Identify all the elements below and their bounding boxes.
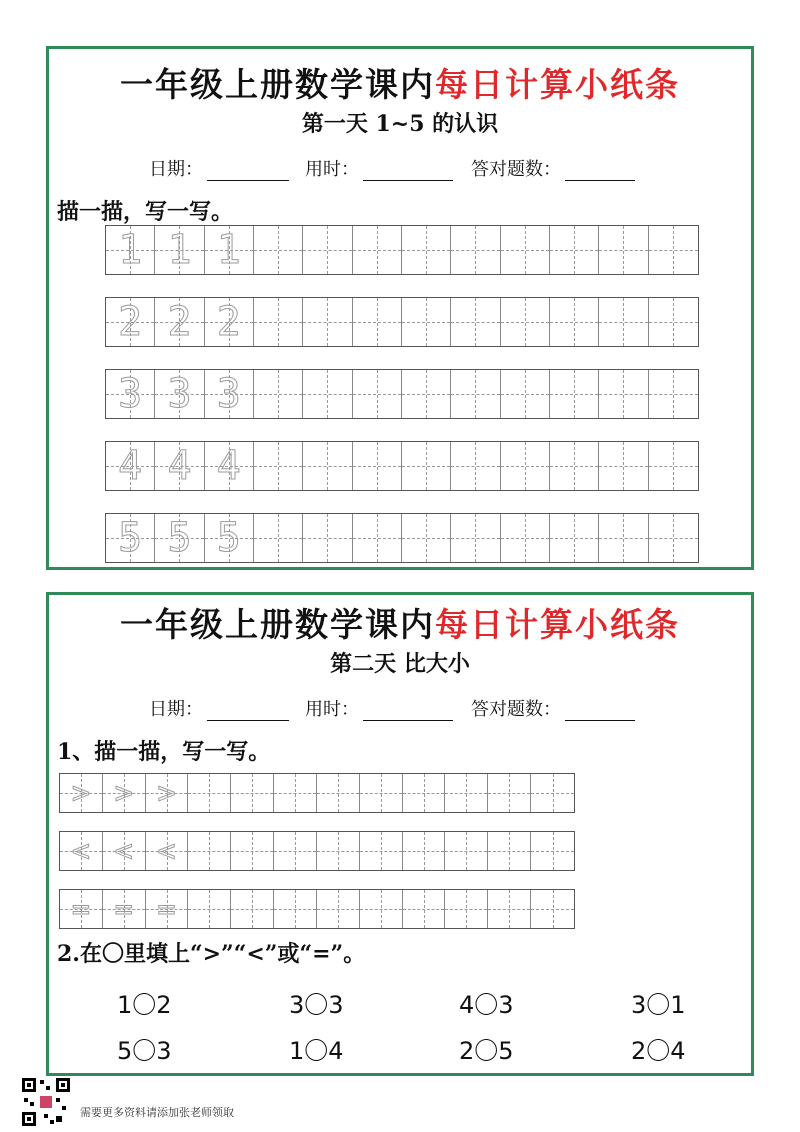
trace-glyph: > xyxy=(114,775,133,811)
trace-cell xyxy=(106,226,155,274)
trace-glyph: 1 xyxy=(118,227,143,273)
writing-cell[interactable] xyxy=(501,370,550,418)
writing-cell[interactable] xyxy=(649,370,698,418)
writing-cell[interactable] xyxy=(550,370,599,418)
comparison-item[interactable]: 3〇1 xyxy=(631,991,686,1019)
tracing-row xyxy=(105,297,699,347)
trace-glyph: 5 xyxy=(216,515,241,561)
trace-glyph: > xyxy=(157,775,176,811)
correct-count-blank[interactable] xyxy=(565,160,635,181)
writing-cell[interactable] xyxy=(274,832,317,870)
tracing-row xyxy=(105,369,699,419)
trace-cell xyxy=(205,298,254,346)
writing-cell[interactable] xyxy=(599,514,648,562)
comparison-item[interactable]: 2〇5 xyxy=(459,1037,514,1065)
correct-count-field[interactable] xyxy=(471,155,635,181)
writing-cell[interactable] xyxy=(360,832,403,870)
trace-cell xyxy=(103,832,146,870)
writing-cell[interactable] xyxy=(531,774,574,812)
writing-cell[interactable] xyxy=(402,298,451,346)
trace-glyph: 5 xyxy=(167,515,192,561)
comparison-item[interactable]: 4〇3 xyxy=(459,991,514,1019)
comparison-item[interactable]: 1〇2 xyxy=(117,991,172,1019)
writing-cell[interactable] xyxy=(402,370,451,418)
writing-cell[interactable] xyxy=(403,890,446,928)
date-blank[interactable] xyxy=(207,700,289,721)
writing-cell[interactable] xyxy=(501,442,550,490)
writing-cell[interactable] xyxy=(231,832,274,870)
comparison-item[interactable]: 3〇3 xyxy=(289,991,344,1019)
title-red-part: 每日计算小纸条 xyxy=(435,605,680,644)
writing-cell[interactable] xyxy=(402,226,451,274)
writing-cell[interactable] xyxy=(451,226,500,274)
writing-cell[interactable] xyxy=(451,298,500,346)
trace-cell xyxy=(205,226,254,274)
writing-cell[interactable] xyxy=(303,442,352,490)
writing-cell[interactable] xyxy=(254,514,303,562)
writing-cell[interactable] xyxy=(303,298,352,346)
trace-cell xyxy=(155,370,204,418)
trace-cell xyxy=(155,442,204,490)
trace-cell xyxy=(205,442,254,490)
task1-instruction: 1、描一描，写一写。 xyxy=(57,739,271,765)
tracing-row xyxy=(105,441,699,491)
trace-glyph: 3 xyxy=(216,371,241,417)
trace-glyph: 1 xyxy=(167,227,192,273)
writing-cell[interactable] xyxy=(231,774,274,812)
trace-cell xyxy=(103,890,146,928)
trace-glyph: = xyxy=(71,891,90,927)
date-label: 日期： xyxy=(149,699,203,720)
writing-cell[interactable] xyxy=(303,514,352,562)
date-label: 日期： xyxy=(149,159,203,180)
writing-cell[interactable] xyxy=(360,890,403,928)
writing-cell[interactable] xyxy=(353,370,402,418)
trace-cell xyxy=(106,442,155,490)
task-instruction: 描一描，写一写。 xyxy=(57,199,234,225)
qr-code-icon xyxy=(20,1076,72,1128)
writing-cell[interactable] xyxy=(254,226,303,274)
trace-cell xyxy=(146,774,189,812)
writing-cell[interactable] xyxy=(353,514,402,562)
trace-cell xyxy=(60,774,103,812)
time-field[interactable] xyxy=(305,155,453,181)
writing-cell[interactable] xyxy=(550,298,599,346)
title-black-part: 一年级上册数学课内 xyxy=(120,605,435,644)
writing-cell[interactable] xyxy=(531,832,574,870)
writing-cell[interactable] xyxy=(550,514,599,562)
writing-cell[interactable] xyxy=(550,442,599,490)
trace-cell xyxy=(155,298,204,346)
writing-cell[interactable] xyxy=(488,832,531,870)
writing-cell[interactable] xyxy=(599,298,648,346)
comparison-item[interactable]: 1〇4 xyxy=(289,1037,344,1065)
writing-cell[interactable] xyxy=(501,514,550,562)
trace-glyph: < xyxy=(71,833,90,869)
trace-cell xyxy=(205,514,254,562)
writing-cell[interactable] xyxy=(649,514,698,562)
trace-cell xyxy=(155,226,204,274)
trace-glyph: 2 xyxy=(216,299,241,345)
writing-cell[interactable] xyxy=(451,514,500,562)
info-row xyxy=(149,155,711,185)
trace-cell xyxy=(106,514,155,562)
comparison-item[interactable]: 2〇4 xyxy=(631,1037,686,1065)
trace-glyph: 5 xyxy=(118,515,143,561)
writing-cell[interactable] xyxy=(274,774,317,812)
writing-cell[interactable] xyxy=(445,774,488,812)
writing-cell[interactable] xyxy=(254,370,303,418)
worksheet-subtitle: 第一天 1~5 的认识 xyxy=(301,111,499,137)
tracing-row xyxy=(59,889,575,929)
comparison-item[interactable]: 5〇3 xyxy=(117,1037,172,1065)
tracing-row xyxy=(105,225,699,275)
writing-cell[interactable] xyxy=(403,774,446,812)
trace-cell xyxy=(60,890,103,928)
writing-cell[interactable] xyxy=(488,890,531,928)
tracing-row xyxy=(59,773,575,813)
trace-glyph: 1 xyxy=(216,227,241,273)
trace-glyph: > xyxy=(71,775,90,811)
trace-cell xyxy=(155,514,204,562)
tracing-row xyxy=(105,513,699,563)
writing-cell[interactable] xyxy=(188,832,231,870)
worksheet-day2 xyxy=(46,592,754,1076)
trace-glyph: 4 xyxy=(216,443,241,489)
trace-cell xyxy=(103,774,146,812)
trace-cell xyxy=(106,298,155,346)
date-field[interactable] xyxy=(149,695,289,721)
writing-cell[interactable] xyxy=(402,442,451,490)
writing-cell[interactable] xyxy=(188,774,231,812)
time-blank[interactable] xyxy=(363,700,453,721)
writing-cell[interactable] xyxy=(403,832,446,870)
time-field[interactable] xyxy=(305,695,453,721)
writing-cell[interactable] xyxy=(317,832,360,870)
writing-cell[interactable] xyxy=(353,226,402,274)
writing-cell[interactable] xyxy=(254,442,303,490)
writing-cell[interactable] xyxy=(317,774,360,812)
trace-glyph: 3 xyxy=(167,371,192,417)
correct-count-field[interactable] xyxy=(471,695,635,721)
tracing-row xyxy=(59,831,575,871)
writing-cell[interactable] xyxy=(599,370,648,418)
trace-cell xyxy=(205,370,254,418)
writing-cell[interactable] xyxy=(254,298,303,346)
time-blank[interactable] xyxy=(363,160,453,181)
time-label: 用时： xyxy=(305,699,359,720)
trace-glyph: = xyxy=(114,891,133,927)
worksheet-day1 xyxy=(46,46,754,570)
task2-instruction: 2.在〇里填上“>”“<”或“=”。 xyxy=(57,941,366,967)
trace-glyph: 4 xyxy=(167,443,192,489)
writing-cell[interactable] xyxy=(649,298,698,346)
writing-cell[interactable] xyxy=(531,890,574,928)
writing-cell[interactable] xyxy=(445,832,488,870)
writing-cell[interactable] xyxy=(445,890,488,928)
writing-cell[interactable] xyxy=(303,370,352,418)
trace-glyph: 2 xyxy=(118,299,143,345)
worksheet-title xyxy=(49,599,751,646)
writing-cell[interactable] xyxy=(317,890,360,928)
writing-cell[interactable] xyxy=(488,774,531,812)
worksheet-title xyxy=(49,59,751,106)
correct-count-label: 答对题数： xyxy=(471,699,561,720)
writing-cell[interactable] xyxy=(402,514,451,562)
date-field[interactable] xyxy=(149,155,289,181)
writing-cell[interactable] xyxy=(649,226,698,274)
writing-cell[interactable] xyxy=(231,890,274,928)
writing-cell[interactable] xyxy=(451,442,500,490)
time-label: 用时： xyxy=(305,159,359,180)
trace-glyph: < xyxy=(157,833,176,869)
date-blank[interactable] xyxy=(207,160,289,181)
worksheet-subtitle: 第二天 比大小 xyxy=(330,651,470,677)
trace-glyph: 2 xyxy=(167,299,192,345)
trace-cell xyxy=(146,890,189,928)
trace-cell xyxy=(60,832,103,870)
writing-cell[interactable] xyxy=(599,226,648,274)
trace-glyph: 4 xyxy=(118,443,143,489)
writing-cell[interactable] xyxy=(649,442,698,490)
trace-glyph: < xyxy=(114,833,133,869)
writing-cell[interactable] xyxy=(274,890,317,928)
correct-count-label: 答对题数： xyxy=(471,159,561,180)
trace-glyph: = xyxy=(157,891,176,927)
writing-cell[interactable] xyxy=(599,442,648,490)
trace-glyph: 3 xyxy=(118,371,143,417)
writing-cell[interactable] xyxy=(188,890,231,928)
info-row xyxy=(149,695,711,725)
writing-cell[interactable] xyxy=(451,370,500,418)
correct-count-blank[interactable] xyxy=(565,700,635,721)
writing-cell[interactable] xyxy=(501,226,550,274)
writing-cell[interactable] xyxy=(501,298,550,346)
title-red-part: 每日计算小纸条 xyxy=(435,65,680,104)
trace-cell xyxy=(146,832,189,870)
writing-cell[interactable] xyxy=(303,226,352,274)
title-black-part: 一年级上册数学课内 xyxy=(120,65,435,104)
trace-cell xyxy=(106,370,155,418)
writing-cell[interactable] xyxy=(360,774,403,812)
writing-cell[interactable] xyxy=(353,298,402,346)
writing-cell[interactable] xyxy=(353,442,402,490)
footer-note: 需要更多资料请添加张老师领取 xyxy=(80,1106,234,1119)
writing-cell[interactable] xyxy=(550,226,599,274)
